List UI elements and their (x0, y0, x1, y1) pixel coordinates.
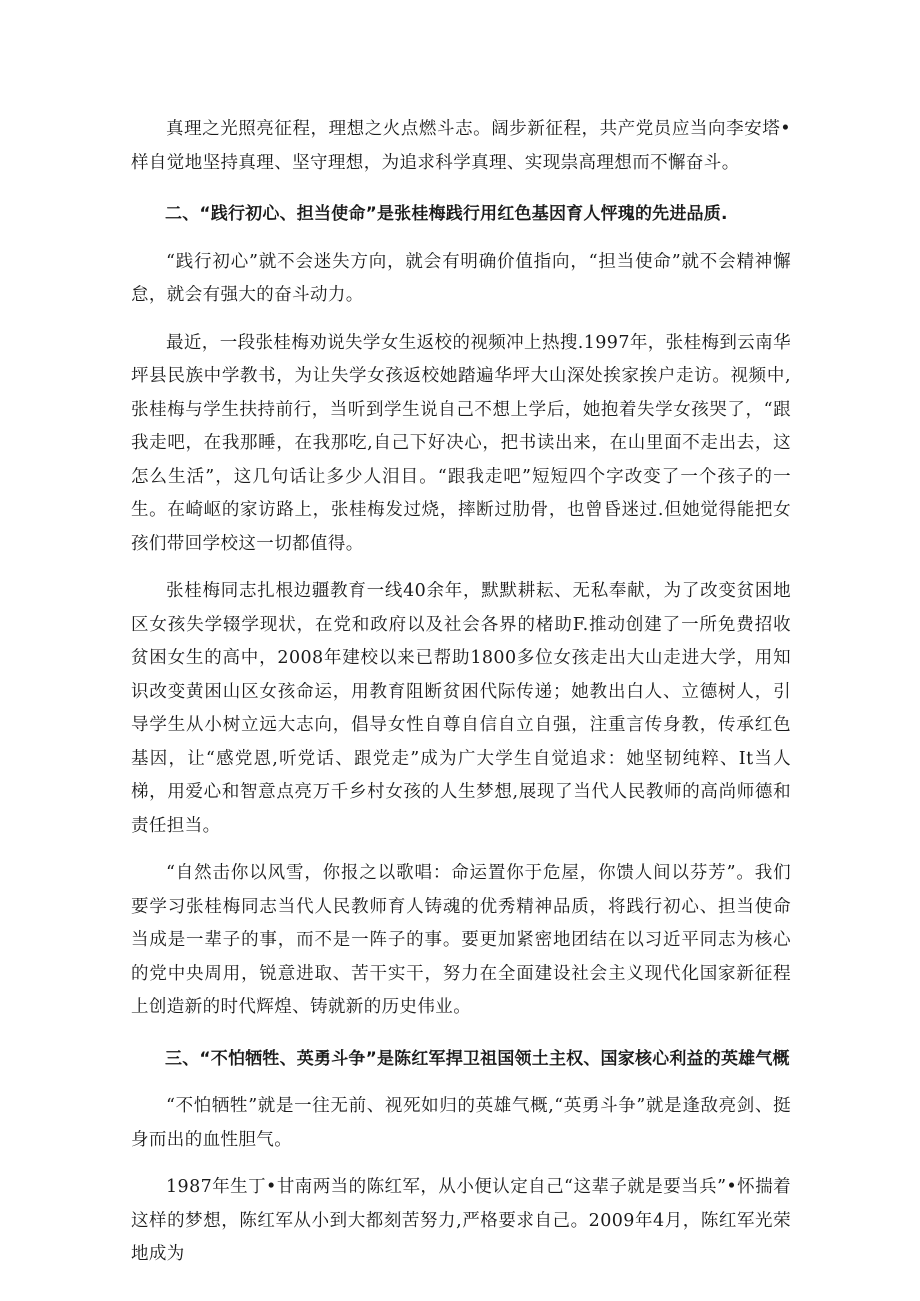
section-heading-two: 二、“践行初心、担当使命”是张桂梅践行用红色基因育人怦瑰的先进品质. (165, 204, 728, 224)
paragraph-video-story: 最近，一段张桂梅劝说失学女生返校的视频冲上热搜.1997年，张桂梅到云南华坪县民族中学教书，为让失学女孩返校她踏遍华坪大山深处挨家挨户走访。视频中,张桂梅与学生扶持前行，当听到学生说自己不想上学后，她抱着失学女孩哭了，“跟我走吧，在我那睡，在我那吃,自己下好决心，把书读出来，在山里面不走出去，这怎么生活”，这几句话让多少人泪目。“跟我走吧”短短四个字改变了一个孩子的一生。在崎岖的家访路上，张桂梅发过烧，摔断过肋骨，也曾昏迷过.但她觉得能把女孩们带回学校这一切都值得。 (131, 332, 791, 554)
paragraph-chen-hongjun: 1987年生丁•甘南两当的陈红军，从小便认定自己“这辈子就是要当兵”•怀揣着这样的梦想，陈红军从小到大都刻苦努力,严格要求自己。2009年4月，陈红军光荣地成为 (131, 1177, 791, 1264)
paragraph-learn-spirit: “自然击你以风雪，你报之以歌唱：命运置你于危屋，你馈人间以芬芳”。我们要学习张桂梅同志当代人民教师育人铸魂的优秀精神品质，将践行初心、担当使命当成是一辈子的事，而不是一阵子的事。要更加紧密地团结在以习近平同志为核心的党中央周用，锐意进取、苦干实干，努力在全面建设社会主义现代化国家新征程上创造新的时代辉煌、铸就新的历史伟业。 (131, 863, 791, 1017)
paragraph-truth-ideals: 真理之光照亮征程，理想之火点燃斗志。阔步新征程，共产党员应当向李安塔•样自觉地坚持真理、坚守理想，为追求科学真理、实现祟高理想而不懈奋斗。 (131, 119, 791, 173)
section-heading-three: 三、“不怕牺牲、英勇斗争”是陈红军捍卫祖国领土主权、国家核心利益的英雄气概 (165, 1048, 790, 1069)
paragraph-education-frontline: 张桂梅同志扎根边疆教育一线40余年，默默耕耘、无私奉献，为了改变贫困地区女孩失学辍学现状，在党和政府以及社会各界的楮助F.推动创建了一所免费招收贫困女生的高中，2008年建校以来已帮助1800多位女孩走出大山走进大学，用知识改变黄困山区女孩命运，用教育阻断贫困代际传递；她教出白人、立德树人，引导学生从小树立远大志向，倡导女性自尊自信自立自强，注重言传身教，传承红色基因，让“感党恩,听党话、跟党走”成为广大学生自觉追求：她坚韧纯粹、It当人梯，用爱心和智意点亮万千乡村女孩的人生梦想,展现了当代人民教师的高尚师德和责任担当。 (131, 581, 791, 836)
paragraph-original-mission: “践行初心”就不会迷失方向，就会有明确价值指向，“担当使命”就不会精神懈怠，就会有强大的奋斗动力。 (131, 251, 791, 305)
document-body (131, 113, 791, 1272)
paragraph-heroic-spirit: “不怕牺牲”就是一往无前、视死如归的英雄气概,“英勇斗争”就是逢敌亮剑、挺身而出的血性胆气。 (131, 1096, 791, 1150)
